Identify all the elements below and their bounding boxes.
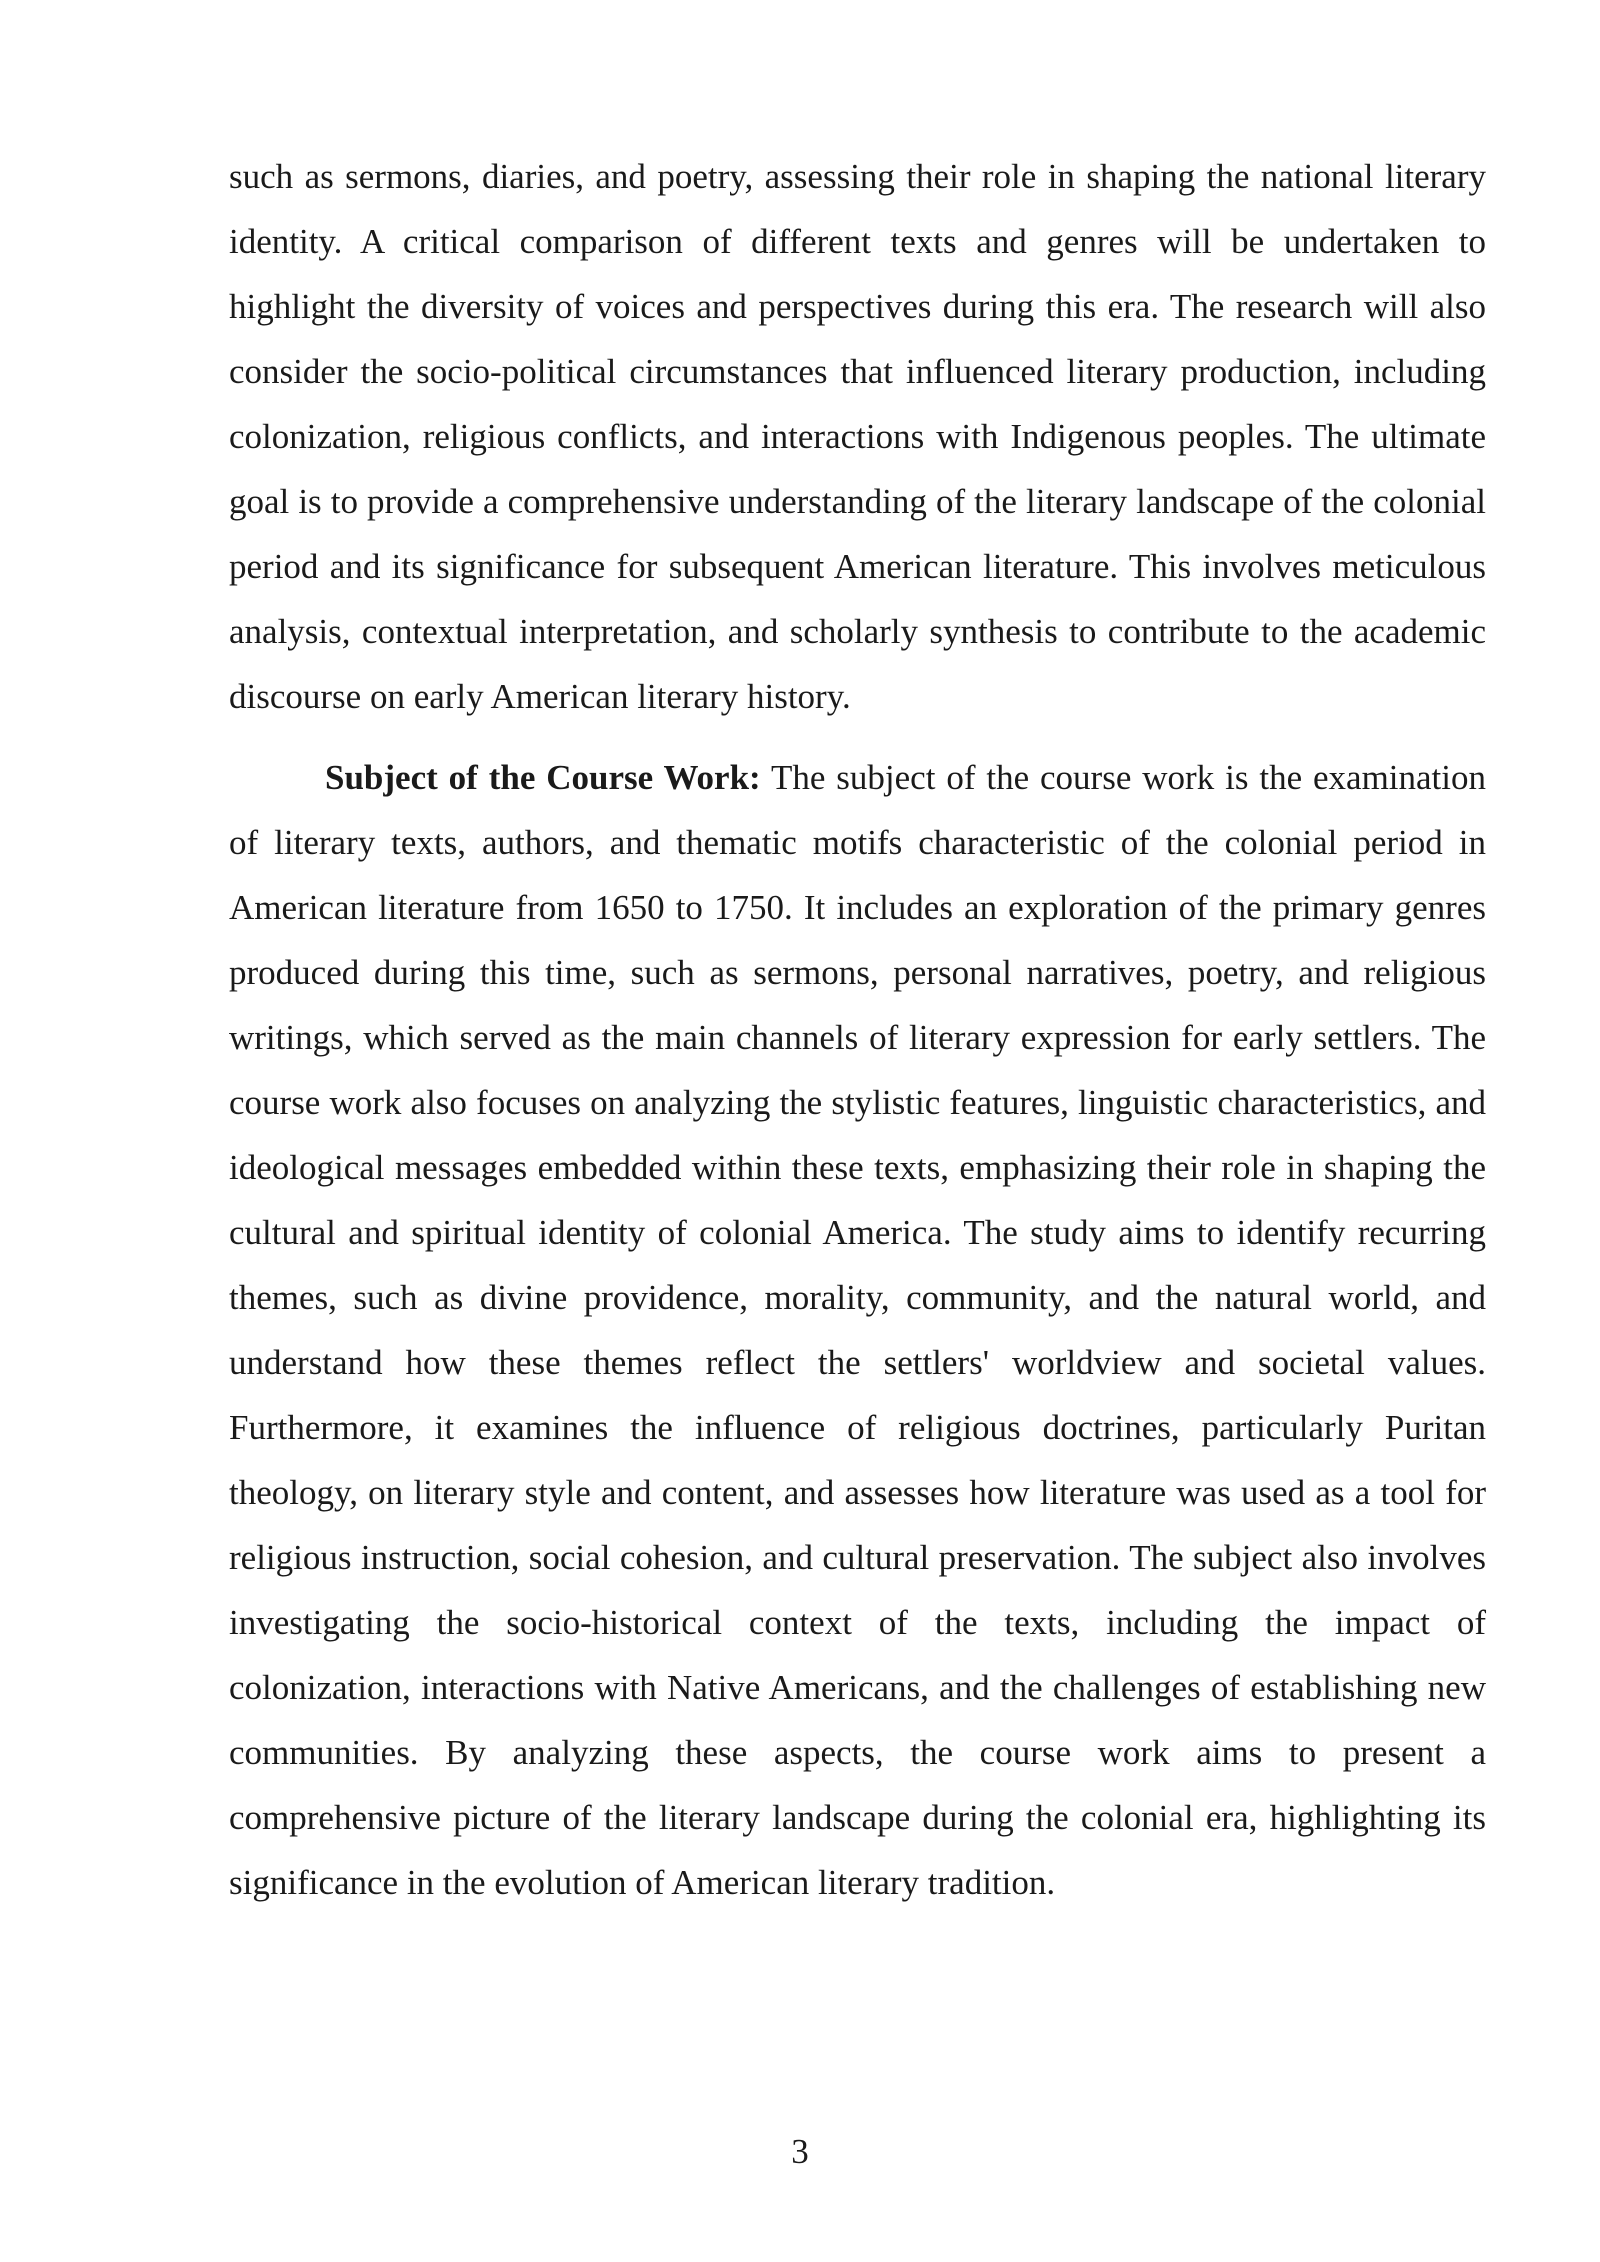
page-number: 3 bbox=[791, 2132, 809, 2171]
paragraph-continuation: such as sermons, diaries, and poetry, assessing their role in shaping the national literary identity. A critical comparison of different texts and genres will be undertaken to highlight the diversity of voices and perspectives during this era. The research will also consider the socio-political circumstances that influenced literary production, including colonization, religious conflicts, and interactions with Indigenous peoples. The ultimate goal is to provide a comprehensive understanding of the literary landscape of the colonial period and its significance for subsequent American literature. This involves meticulous analysis, contextual interpretation, and scholarly synthesis to contribute to the academic discourse on early American literary history. bbox=[229, 157, 1486, 716]
page-body bbox=[229, 144, 1486, 1915]
paragraph-subject bbox=[229, 745, 1486, 1915]
paragraph-subject-body: The subject of the course work is the examination of literary texts, authors, and thematic motifs characteristic of the colonial period in American literature from 1650 to 1750. It includes an exploration of the primary genres produced during this time, such as sermons, personal narratives, poetry, and religious writings, which served as the main channels of literary expression for early settlers. The course work also focuses on analyzing the stylistic features, linguistic characteristics, and ideological messages embedded within these texts, emphasizing their role in shaping the cultural and spiritual identity of colonial America. The study aims to identify recurring themes, such as divine providence, morality, community, and the natural world, and understand how these themes reflect the settlers' worldview and societal values. Furthermore, it examines the influence of religious doctrines, particularly Puritan theology, on literary style and content, and assesses how literature was used as a tool for religious instruction, social cohesion, and cultural preservation. The subject also involves investigating the socio-historical context of the texts, including the impact of colonization, interactions with Native Americans, and the challenges of establishing new communities. By analyzing these aspects, the course work aims to present a comprehensive picture of the literary landscape during the colonial era, highlighting its significance in the evolution of American literary tradition. bbox=[229, 758, 1486, 1902]
section-heading-subject: Subject of the Course Work: bbox=[325, 758, 761, 797]
